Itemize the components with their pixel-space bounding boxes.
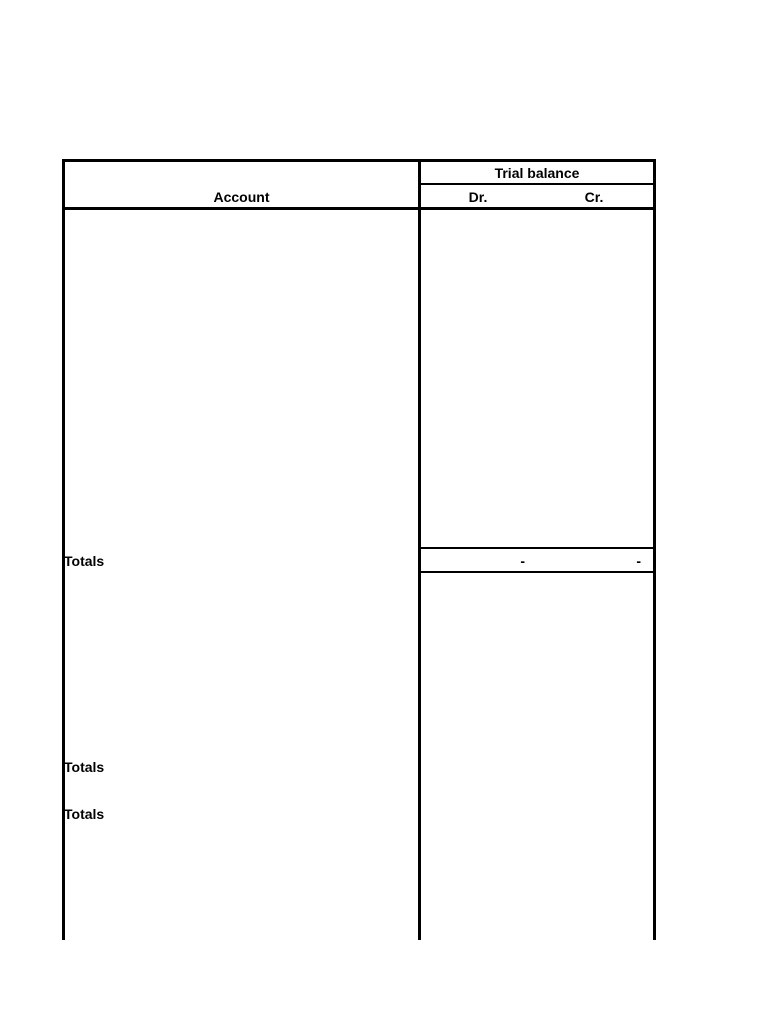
table-top-border bbox=[62, 159, 656, 162]
totals-debit-value: - bbox=[520, 553, 525, 569]
totals-top-border bbox=[418, 547, 656, 549]
trial-balance-header: Trial balance bbox=[494, 165, 580, 181]
right-border bbox=[653, 159, 656, 940]
header-bottom-border bbox=[62, 207, 656, 210]
debit-column-header: Dr. bbox=[468, 189, 488, 205]
trial-balance-title-underline bbox=[418, 183, 656, 185]
totals-credit-value: - bbox=[636, 553, 641, 569]
left-border bbox=[62, 159, 65, 940]
totals-label: Totals bbox=[64, 553, 105, 569]
totals-label: Totals bbox=[64, 759, 105, 775]
totals-bottom-border bbox=[418, 571, 656, 573]
account-column-header: Account bbox=[213, 189, 270, 205]
account-column-divider bbox=[418, 159, 421, 940]
totals-label: Totals bbox=[64, 806, 105, 822]
credit-column-header: Cr. bbox=[584, 189, 604, 205]
